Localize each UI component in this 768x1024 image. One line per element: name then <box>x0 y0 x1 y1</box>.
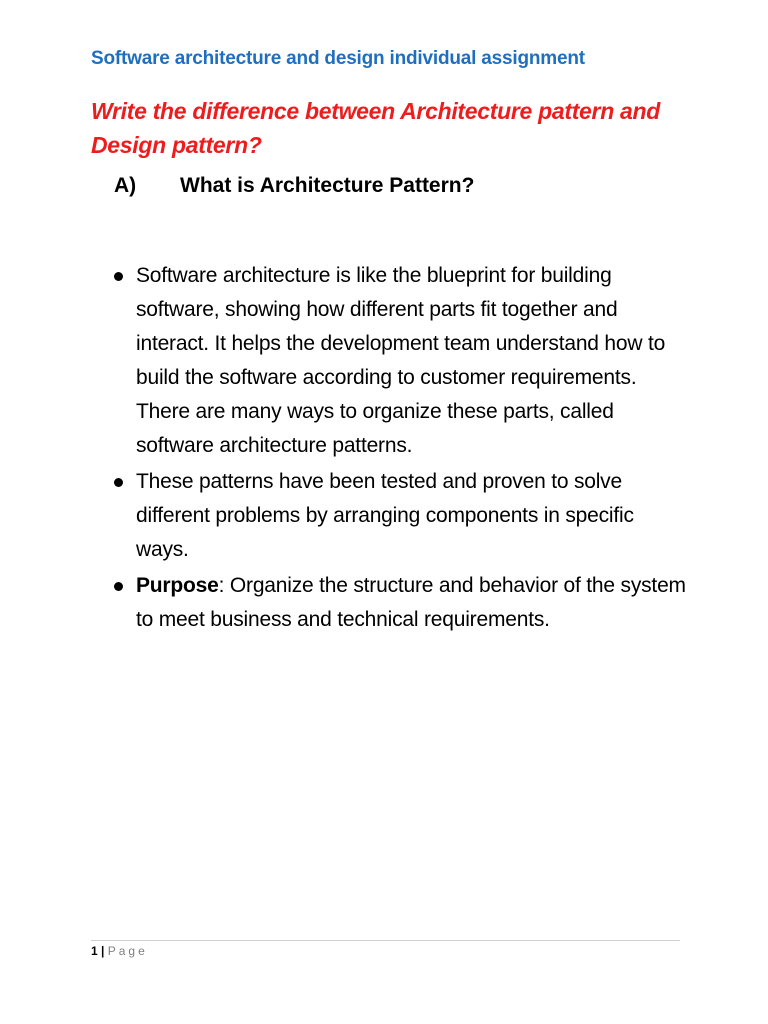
bullet-text: : Organize the structure and behavior of the system to meet business and technical requirements. <box>136 574 686 631</box>
bullet-item <box>114 465 689 567</box>
bullet-item <box>114 569 689 637</box>
bullet-item <box>114 259 689 463</box>
section-heading <box>114 174 474 198</box>
bullet-icon <box>114 478 123 487</box>
section-marker: A) <box>114 174 137 197</box>
bullet-bold-term: Purpose <box>136 574 219 597</box>
bullet-icon <box>114 272 123 281</box>
bullet-text: These patterns have been tested and proven to solve different problems by arranging components in specific ways. <box>136 470 634 561</box>
page-number: 1 <box>91 944 98 958</box>
bullet-text: Software architecture is like the blueprint for building software, showing how different parts fit together and interact. It helps the development team understand how to build the software according to customer requirements. There are many ways to organize these parts, called software architecture patterns. <box>136 264 666 457</box>
bullet-list <box>114 259 689 639</box>
bullet-icon <box>114 582 123 591</box>
section-heading-text: What is Architecture Pattern? <box>180 174 475 197</box>
question-heading: Write the difference between Architecture pattern and Design pattern? <box>91 98 661 158</box>
footer-divider <box>91 940 680 941</box>
document-title: Software architecture and design individual assignment <box>91 48 585 69</box>
page-label: Page <box>107 944 148 958</box>
page-footer <box>91 944 148 958</box>
footer-separator: | <box>101 944 105 958</box>
